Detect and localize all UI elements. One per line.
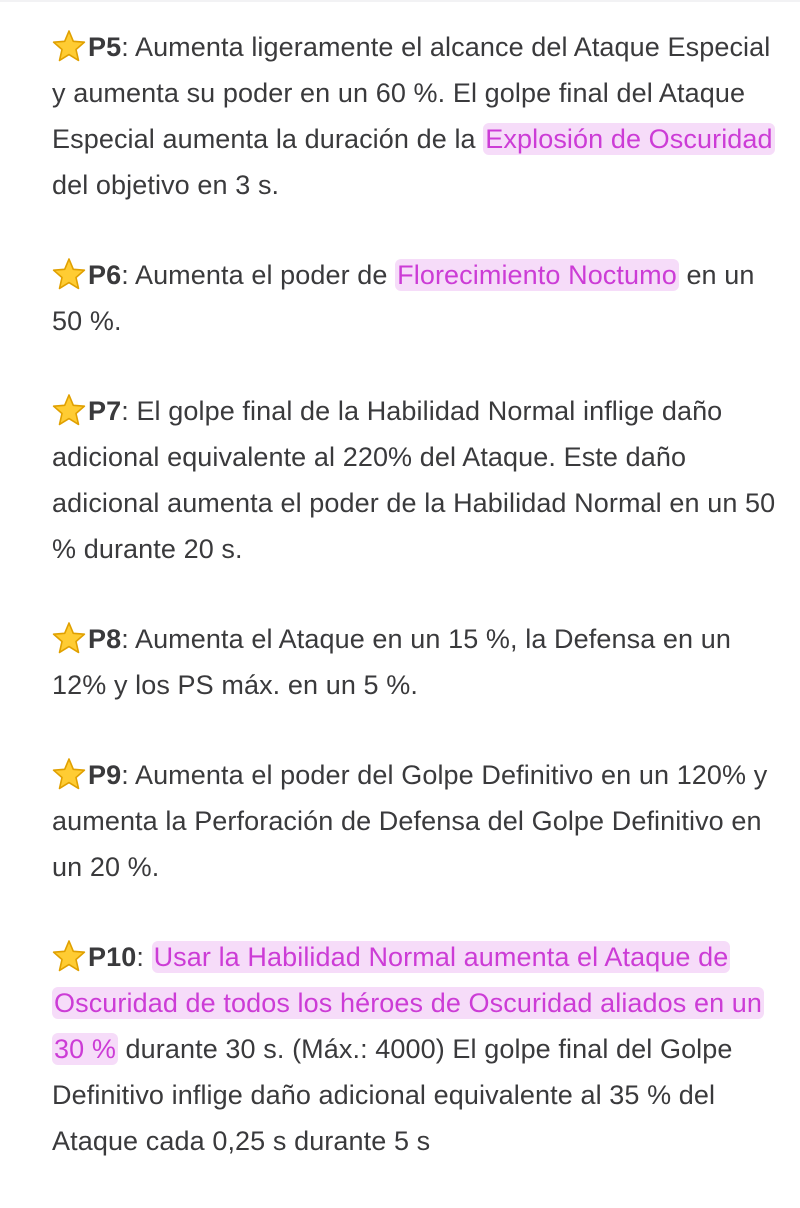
- perk-separator: :: [121, 32, 129, 62]
- perk-separator: :: [136, 942, 144, 972]
- star-icon: [52, 29, 86, 63]
- perk-separator: :: [121, 760, 129, 790]
- perk-tag: P5: [88, 32, 122, 62]
- perk-separator: :: [121, 396, 129, 426]
- perk-description: Aumenta el poder del Golpe Definitivo en un 120% y aumenta la Perforación de Defensa del Golpe Definitivo en un 20 %.: [52, 760, 768, 882]
- star-icon: [52, 257, 86, 291]
- highlighted-text: Explosión de Oscuridad: [485, 124, 773, 154]
- perk-p6: [52, 252, 780, 344]
- perk-tag: P9: [88, 760, 122, 790]
- perk-description: El golpe final de la Habilidad Normal inflige daño adicional equivalente al 220% del Ataque. Este daño adicional aumenta el poder de la Habilidad Normal en un 50 % durante 20 s.: [52, 396, 776, 564]
- star-icon: [52, 757, 86, 791]
- perk-description: [144, 942, 152, 972]
- perk-p8: [52, 616, 780, 708]
- perk-description: Aumenta el Ataque en un 15 %, la Defensa en un 12% y los PS máx. en un 5 %.: [52, 624, 731, 700]
- perk-tag: P7: [88, 396, 122, 426]
- perk-p7: [52, 388, 780, 572]
- perk-tag: P6: [88, 260, 122, 290]
- perk-description: en un 50 %.: [52, 260, 755, 336]
- star-icon: [52, 939, 86, 973]
- star-icon: [52, 621, 86, 655]
- perk-description: Aumenta ligeramente el alcance del Ataque Especial y aumenta su poder en un 60 %. El golpe final del Ataque Especial aumenta la duración de la: [52, 32, 771, 154]
- document-body: [52, 24, 780, 1208]
- perk-tag: P10: [88, 942, 137, 972]
- perk-separator: :: [121, 624, 129, 654]
- perk-p9: [52, 752, 780, 890]
- perk-description: del objetivo en 3 s.: [52, 170, 280, 200]
- perk-separator: :: [121, 260, 129, 290]
- perk-tag: P8: [88, 624, 122, 654]
- perk-p5: [52, 24, 780, 208]
- top-divider: [0, 0, 800, 2]
- star-icon: [52, 393, 86, 427]
- highlighted-text: Florecimiento Noctumo: [397, 260, 677, 290]
- perk-description: Aumenta el poder de: [128, 260, 396, 290]
- perk-description: durante 30 s. (Máx.: 4000) El golpe final del Golpe Definitivo inflige daño adicional equivalente al 35 % del Ataque cada 0,25 s durante 5 s: [52, 1034, 733, 1156]
- perk-p10: [52, 934, 780, 1164]
- highlighted-text: Usar la Habilidad Normal aumenta el Ataque de Oscuridad de todos los héroes de Oscuridad aliados en un 30 %: [54, 942, 763, 1064]
